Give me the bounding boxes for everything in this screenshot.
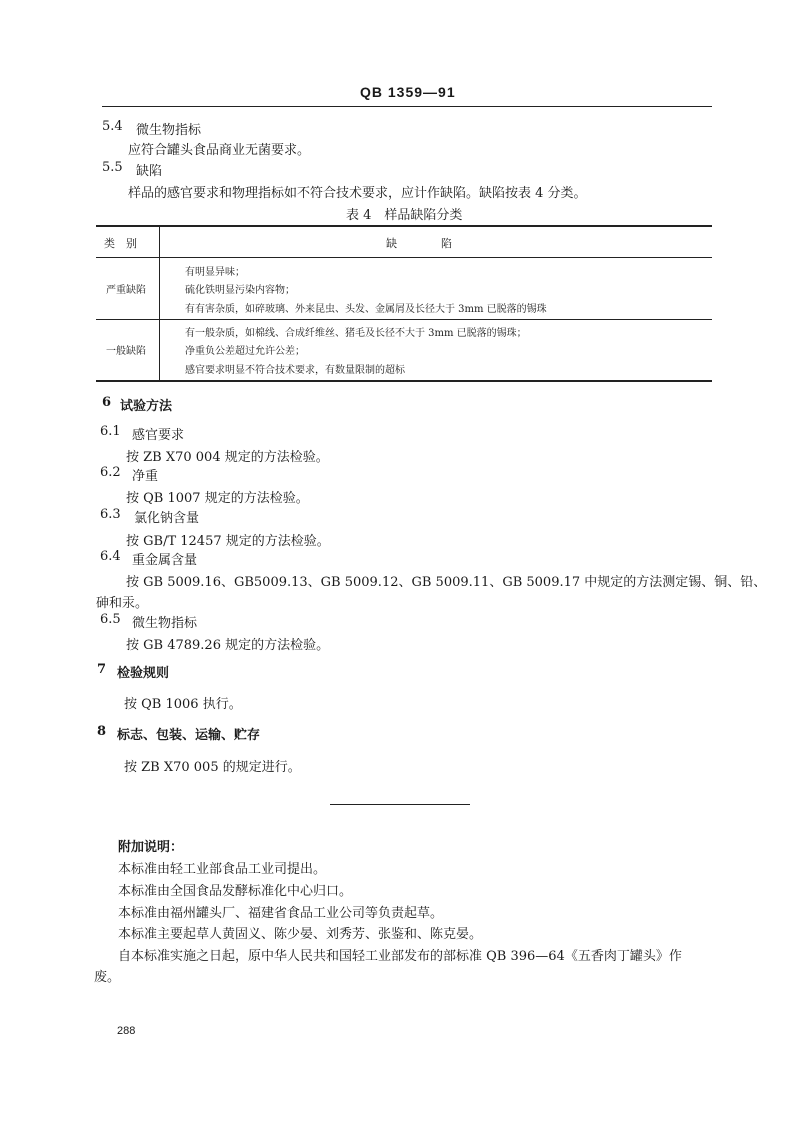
table-row-item: 有有害杂质，如碎玻璃、外来昆虫、头发、金属屑及长径大于 3mm 已脱落的锡珠	[185, 304, 547, 315]
section-6-5-title: 微生物指标	[132, 616, 198, 631]
section-6-3-number: 6.3	[100, 507, 121, 522]
table-header-rule	[96, 257, 712, 258]
section-5-5-number: 5.5	[102, 160, 123, 175]
table-row-category: 一般缺陷	[106, 346, 146, 357]
section-7-body: 按 QB 1006 执行。	[124, 697, 242, 712]
section-6-1-title: 感官要求	[132, 428, 185, 443]
section-6-4-title: 重金属含量	[132, 553, 198, 568]
notes-line: 本标准由全国食品发酵标准化中心归口。	[118, 884, 353, 899]
table-row-item: 有一般杂质，如棉线、合成纤维丝、猪毛及长径不大于 3mm 已脱落的锡珠；	[185, 328, 527, 339]
section-6-4-number: 6.4	[100, 549, 121, 564]
section-6-2-body: 按 QB 1007 规定的方法检验。	[126, 491, 309, 506]
table-4	[96, 225, 712, 381]
section-6-3-body: 按 GB/T 12457 规定的方法检验。	[126, 534, 330, 549]
table-bottom-rule	[96, 380, 712, 382]
section-separator-rule	[330, 804, 470, 805]
section-8-title: 标志、包装、运输、贮存	[117, 728, 261, 743]
table-row-rule	[96, 319, 712, 320]
table-header-defect: 缺 陷	[386, 237, 452, 250]
notes-last-line1: 自本标准实施之日起，原中华人民共和国轻工业部发布的部标准 QB 396—64《五香肉丁罐头》作	[118, 949, 682, 964]
standard-number-header: QB 1359—91	[360, 84, 456, 100]
section-6-5-body: 按 GB 4789.26 规定的方法检验。	[126, 638, 330, 653]
section-6-4-body-line1: 按 GB 5009.16、GB5009.13、GB 5009.12、GB 5009.11、GB 5009.17 中规定的方法测定锡、铜、铅、	[126, 575, 767, 590]
section-6-1-body: 按 ZB X70 004 规定的方法检验。	[126, 450, 329, 465]
section-5-4-title: 微生物指标	[136, 123, 202, 138]
page-number: 288	[117, 1025, 136, 1037]
table-row-item: 感官要求明显不符合技术要求，有数量限制的超标	[185, 365, 405, 376]
section-5-4-body: 应符合罐头食品商业无菌要求。	[128, 143, 311, 158]
notes-title: 附加说明：	[118, 840, 184, 855]
table-row-item: 有明显异味；	[185, 267, 245, 278]
section-5-5-title: 缺陷	[136, 164, 163, 179]
section-5-4-number: 5.4	[102, 119, 123, 134]
section-6-2-title: 净重	[132, 469, 159, 484]
table-top-rule	[96, 225, 712, 227]
section-7-title: 检验规则	[117, 666, 170, 681]
notes-last-line2: 废。	[94, 970, 121, 985]
notes-line: 本标准主要起草人黄固义、陈少晏、刘秀芳、张鉴和、陈克晏。	[118, 927, 483, 942]
section-6-3-title: 氯化钠含量	[134, 511, 200, 526]
table-column-rule	[159, 225, 160, 381]
section-8-body: 按 ZB X70 005 的规定进行。	[124, 760, 301, 775]
section-6-5-number: 6.5	[100, 612, 121, 627]
table-header-category: 类 别	[104, 237, 137, 250]
table-row-item: 净重负公差超过允许公差；	[185, 346, 305, 357]
table-row-category: 严重缺陷	[106, 285, 146, 296]
notes-line: 本标准由福州罐头厂、福建省食品工业公司等负责起草。	[118, 906, 444, 921]
section-6-title: 试验方法	[120, 399, 173, 414]
section-6-number: 6	[102, 395, 112, 410]
section-8-number: 8	[97, 724, 107, 739]
section-6-1-number: 6.1	[100, 424, 121, 439]
section-5-5-body: 样品的感官要求和物理指标如不符合技术要求，应计作缺陷。缺陷按表 4 分类。	[128, 186, 587, 201]
header-rule	[102, 106, 712, 107]
section-6-4-body-line2: 砷和汞。	[96, 596, 149, 611]
table-4-caption: 表 4 样品缺陷分类	[346, 208, 463, 223]
notes-line: 本标准由轻工业部食品工业司提出。	[118, 862, 327, 877]
table-row-item: 硫化铁明显污染内容物；	[185, 285, 295, 296]
section-6-2-number: 6.2	[100, 465, 121, 480]
section-7-number: 7	[97, 662, 107, 677]
